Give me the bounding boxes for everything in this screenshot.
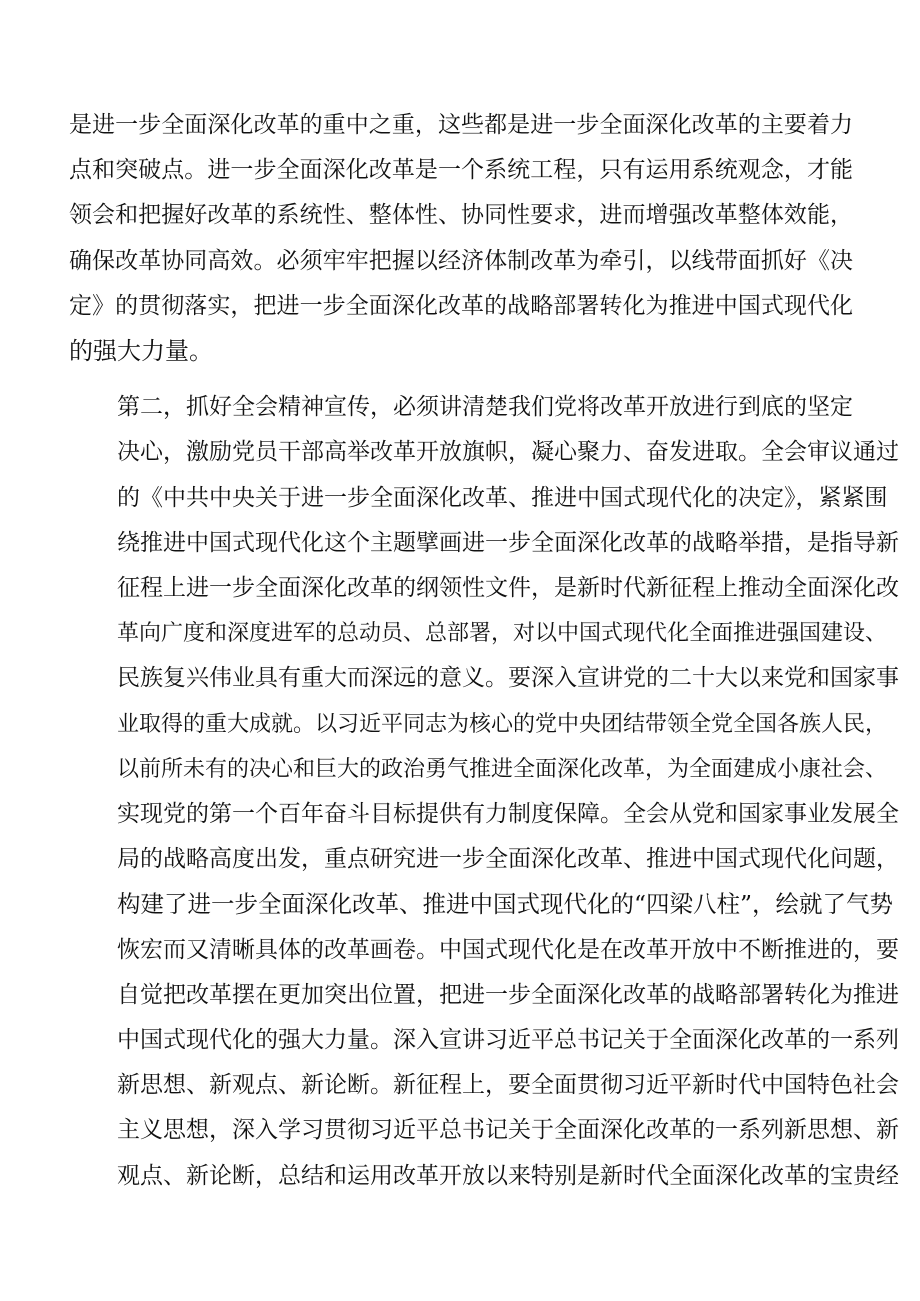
- document-body: [69, 103, 899, 1199]
- text-line: 以前所未有的决心和巨大的政治勇气推进全面深化改革，为全面建成小康社会、: [117, 756, 888, 782]
- text-line: 构建了进一步全面深化改革、推进中国式现代化的“四梁八柱”，绘就了气势: [117, 890, 894, 919]
- text-line: 新思想、新观点、新论断。新征程上，要全面贯彻习近平新时代中国特色社会: [117, 1072, 899, 1099]
- text-line: 决心，激励党员干部高举改革开放旗帜，凝心聚力、奋发进取。全会审议通过: [117, 439, 899, 466]
- text-line: 征程上进一步全面深化改革的纲领性文件，是新时代新征程上推动全面深化改: [117, 575, 899, 602]
- text-line: 主义思想，深入学习贯彻习近平总书记关于全面深化改革的一系列新思想、新: [117, 1117, 899, 1144]
- text-line: 局的战略高度出发，重点研究进一步全面深化改革、推进中国式现代化问题，: [117, 846, 899, 873]
- text-line: 确保改革协同高效。必须牢牢把握以经济体制改革为牵引，以线带面抓好《决: [69, 247, 853, 274]
- text-line: 的《中共中央关于进一步全面深化改革、推进中国式现代化的决定》，紧紧围: [117, 484, 888, 511]
- text-line: 领会和把握好改革的系统性、整体性、协同性要求，进而增强改革整体效能，: [69, 202, 853, 229]
- text-line: 民族复兴伟业具有重大而深远的意义。要深入宣讲党的二十大以来党和国家事: [117, 665, 899, 692]
- paragraph-1: [69, 103, 853, 374]
- text-line: 革向广度和深度进军的总动员、总部署，对以中国式现代化全面推进强国建设、: [117, 621, 888, 647]
- text-line: 观点、新论断，总结和运用改革开放以来特别是新时代全面深化改革的宝贵经: [117, 1162, 899, 1189]
- text-line: 是进一步全面深化改革的重中之重，这些都是进一步全面深化改革的主要着力: [69, 112, 853, 138]
- text-line: 定》的贯彻落实，把进一步全面深化改革的战略部署转化为推进中国式现代化: [69, 292, 853, 319]
- paragraph-2: [69, 385, 899, 1199]
- text-line: 实现党的第一个百年奋斗目标提供有力制度保障。全会从党和国家事业发展全: [117, 801, 899, 828]
- text-line: 的强大力量。: [69, 337, 213, 366]
- text-line: 中国式现代化的强大力量。深入宣讲习近平总书记关于全面深化改革的一系列: [117, 1027, 899, 1054]
- text-line: 自觉把改革摆在更加突出位置，把进一步全面深化改革的战略部署转化为推进: [117, 981, 899, 1008]
- text-line: 绕推进中国式现代化这个主题擘画进一步全面深化改革的战略举措，是指导新: [117, 529, 899, 556]
- text-line: 第二，抓好全会精神宣传，必须讲清楚我们党将改革开放进行到底的坚定: [117, 394, 853, 421]
- text-line: 点和突破点。进一步全面深化改革是一个系统工程，只有运用系统观念，才能: [69, 157, 853, 184]
- text-line: 业取得的重大成就。以习近平同志为核心的党中央团结带领全党全国各族人民，: [117, 711, 888, 737]
- text-line: 恢宏而又清晰具体的改革画卷。中国式现代化是在改革开放中不断推进的，要: [117, 936, 899, 963]
